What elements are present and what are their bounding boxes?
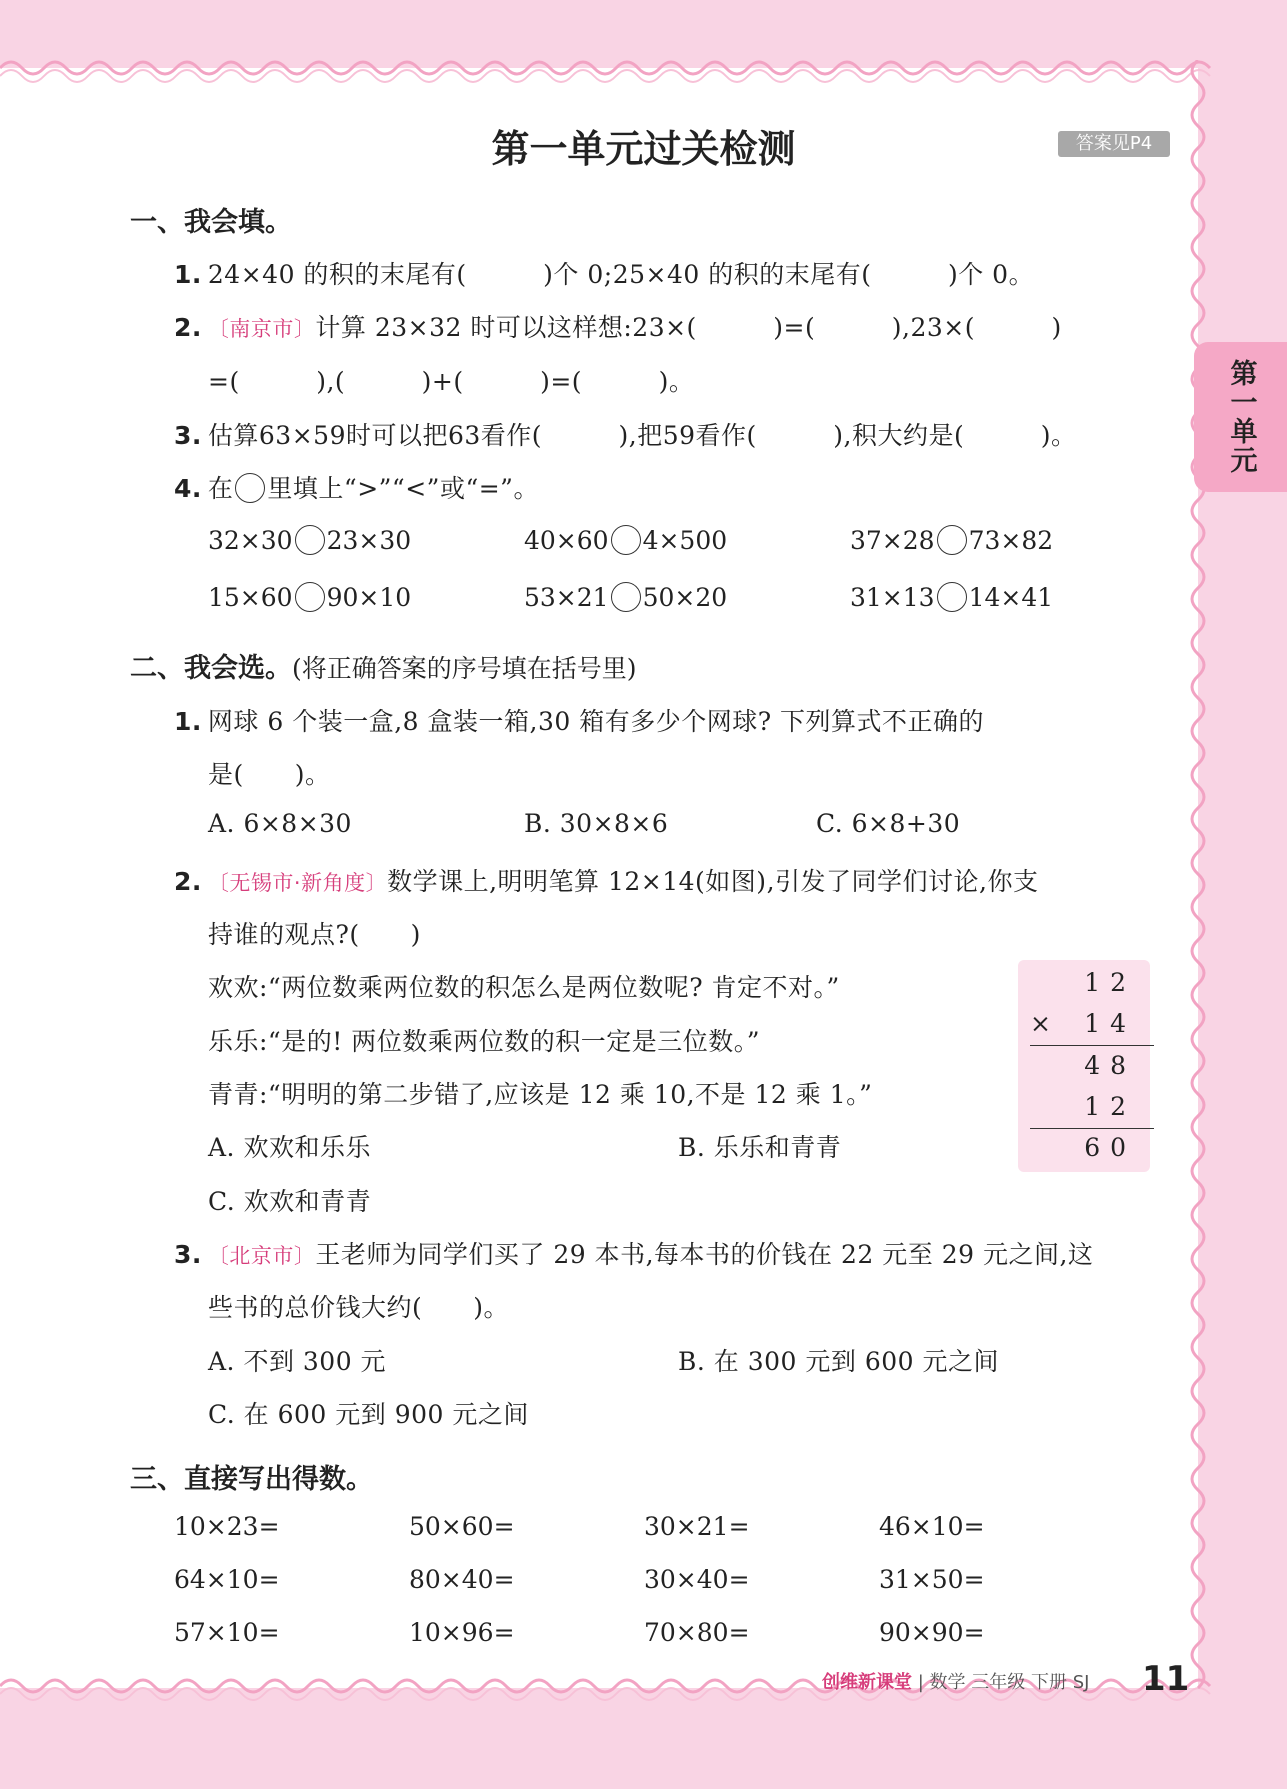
- s2-q2-option-a[interactable]: A. 欢欢和乐乐: [208, 1133, 371, 1162]
- s1-q2-text-cont: =( ),( )+( )=( )。: [208, 367, 695, 396]
- s2-q1-number: 1.: [174, 707, 202, 736]
- compare-left: 37×28: [850, 526, 935, 555]
- compare-right: 50×20: [642, 583, 728, 612]
- s2-q2-option-b[interactable]: B. 乐乐和青青: [678, 1133, 842, 1162]
- oral-calc-item: 30×40=: [644, 1565, 750, 1594]
- s2-q3-text: 王老师为同学们买了 29 本书,每本书的价钱在 22 元至 29 元之间,这: [315, 1240, 1094, 1269]
- s2-question-3: [174, 1235, 1093, 1271]
- oral-calc-item: 80×40=: [409, 1565, 515, 1594]
- section-3-heading: 三、直接写出得数。: [130, 1464, 373, 1495]
- compare-right: 23×30: [326, 526, 412, 555]
- compare-item: [524, 525, 727, 555]
- calc-times-sign: ×: [1030, 1009, 1061, 1038]
- s1-q1-number: 1.: [174, 260, 202, 289]
- s1-q2-number: 2.: [174, 313, 202, 342]
- oral-calc-item: 70×80=: [644, 1618, 750, 1647]
- s2-q2-lele-quote: 乐乐:“是的! 两位数乘两位数的积一定是三位数。”: [208, 1027, 760, 1056]
- s2-q3-option-c[interactable]: C. 在 600 元到 900 元之间: [208, 1400, 529, 1429]
- compare-left: 40×60: [524, 526, 609, 555]
- compare-right: 14×41: [968, 583, 1054, 612]
- vertical-multiplication-figure: [1018, 960, 1150, 1172]
- s2-q1-option-b[interactable]: B. 30×8×6: [524, 809, 669, 838]
- s2-q1-option-c[interactable]: C. 6×8+30: [816, 809, 961, 838]
- oral-calc-item: 30×21=: [644, 1512, 750, 1541]
- calc-row-result: 60: [1084, 1133, 1136, 1162]
- calc-divider-line: [1030, 1128, 1154, 1129]
- compare-item: [208, 582, 411, 612]
- s1-q2-text: 计算 23×32 时可以这样想:23×( )=( ),23×( ): [315, 313, 1062, 342]
- oral-calc-item: 90×90=: [879, 1618, 985, 1647]
- s1-q4-number: 4.: [174, 474, 202, 503]
- s2-q2-qingqing-quote: 青青:“明明的第二步错了,应该是 12 乘 10,不是 12 乘 1。”: [208, 1080, 873, 1109]
- compare-answer-circle[interactable]: [295, 525, 325, 555]
- compare-answer-circle[interactable]: [295, 582, 325, 612]
- s2-q2-region-tag: 〔无锡市·新角度〕: [207, 871, 388, 895]
- oral-calc-item: 50×60=: [409, 1512, 515, 1541]
- compare-answer-circle[interactable]: [937, 582, 967, 612]
- page-number: 11: [1142, 1659, 1190, 1699]
- s2-question-2: [174, 862, 1038, 898]
- s2-q2-text: 数学课上,明明笔算 12×14(如图),引发了同学们讨论,你支: [387, 867, 1039, 896]
- unit-side-tab: [1194, 342, 1287, 492]
- s1-q2-region-tag: 〔南京市〕: [207, 317, 316, 341]
- s1-q4-text-b: 里填上“>”“<”或“=”。: [267, 474, 539, 503]
- s2-q3-option-b[interactable]: B. 在 300 元到 600 元之间: [678, 1347, 999, 1376]
- compare-left: 53×21: [524, 583, 609, 612]
- comparison-circle-icon: [235, 473, 265, 503]
- s2-q3-text-cont: 些书的总价钱大约( )。: [208, 1293, 510, 1322]
- page-footer: [822, 1668, 1089, 1694]
- compare-left: 32×30: [208, 526, 293, 555]
- s2-q3-option-a[interactable]: A. 不到 300 元: [208, 1347, 387, 1376]
- s2-q1-option-a[interactable]: A. 6×8×30: [208, 809, 352, 838]
- compare-item: [524, 582, 727, 612]
- wavy-border-top: [0, 48, 1287, 88]
- oral-calc-item: 10×23=: [174, 1512, 280, 1541]
- section-2-note: (将正确答案的序号填在括号里): [292, 654, 637, 683]
- page-title: 第一单元过关检测: [491, 127, 796, 171]
- s1-q3-text: 估算63×59时可以把63看作( ),把59看作( ),积大约是( )。: [207, 421, 1077, 450]
- s2-q2-number: 2.: [174, 867, 202, 896]
- section-2-title: 二、我会选。: [130, 653, 292, 684]
- calc-row-partial-2: 12: [1084, 1092, 1136, 1121]
- oral-calc-item: 10×96=: [409, 1618, 515, 1647]
- wavy-border-bottom: [0, 1672, 1287, 1712]
- s1-question-2: [174, 308, 1062, 344]
- s1-q1-text: 24×40 的积的末尾有( )个 0;25×40 的积的末尾有( )个 0。: [207, 260, 1035, 289]
- s1-q3-number: 3.: [174, 421, 202, 450]
- compare-item: [208, 525, 411, 555]
- answer-reference-badge: 答案见P4: [1058, 131, 1170, 157]
- section-2-heading: [130, 646, 637, 685]
- compare-left: 31×13: [850, 583, 935, 612]
- s2-q1-text-cont: 是( )。: [208, 760, 331, 789]
- unit-side-tab-label: 第一单元: [1225, 359, 1257, 475]
- s2-q1-text: 网球 6 个装一盒,8 盒装一箱,30 箱有多少个网球? 下列算式不正确的: [207, 707, 985, 736]
- s2-q2-text-cont: 持谁的观点?( ): [208, 920, 421, 949]
- compare-item: [850, 582, 1053, 612]
- oral-calc-item: 57×10=: [174, 1618, 280, 1647]
- calc-row-partial-1: 48: [1084, 1051, 1136, 1080]
- s1-question-3: [174, 416, 1077, 452]
- compare-answer-circle[interactable]: [611, 582, 641, 612]
- s1-question-1: [174, 255, 1034, 291]
- compare-answer-circle[interactable]: [611, 525, 641, 555]
- compare-right: 73×82: [968, 526, 1054, 555]
- compare-left: 15×60: [208, 583, 293, 612]
- s2-q3-region-tag: 〔北京市〕: [207, 1244, 316, 1268]
- footer-separator: |: [917, 1672, 924, 1693]
- compare-item: [850, 525, 1053, 555]
- footer-book-info: 数学 三年级 下册 SJ: [929, 1672, 1090, 1693]
- compare-answer-circle[interactable]: [937, 525, 967, 555]
- oral-calc-item: 46×10=: [879, 1512, 985, 1541]
- oral-calc-item: 31×50=: [879, 1565, 985, 1594]
- s2-question-1: [174, 702, 984, 738]
- s2-q2-huanhuan-quote: 欢欢:“两位数乘两位数的积怎么是两位数呢? 肯定不对。”: [208, 973, 840, 1002]
- calc-row-multiplicand: 12: [1084, 968, 1136, 997]
- s1-q4-text-a: 在: [207, 474, 234, 503]
- section-1-heading: 一、我会填。: [130, 207, 292, 238]
- compare-right: 90×10: [326, 583, 412, 612]
- s2-q3-number: 3.: [174, 1240, 202, 1269]
- s1-question-4: [174, 469, 539, 505]
- oral-calc-item: 64×10=: [174, 1565, 280, 1594]
- calc-divider-line: [1030, 1045, 1154, 1046]
- s2-q2-option-c[interactable]: C. 欢欢和青青: [208, 1187, 372, 1216]
- wavy-border-right: [1180, 60, 1220, 1690]
- calc-row-multiplier: 14: [1084, 1009, 1136, 1038]
- compare-right: 4×500: [642, 526, 728, 555]
- footer-brand: 创维新课堂: [822, 1672, 912, 1693]
